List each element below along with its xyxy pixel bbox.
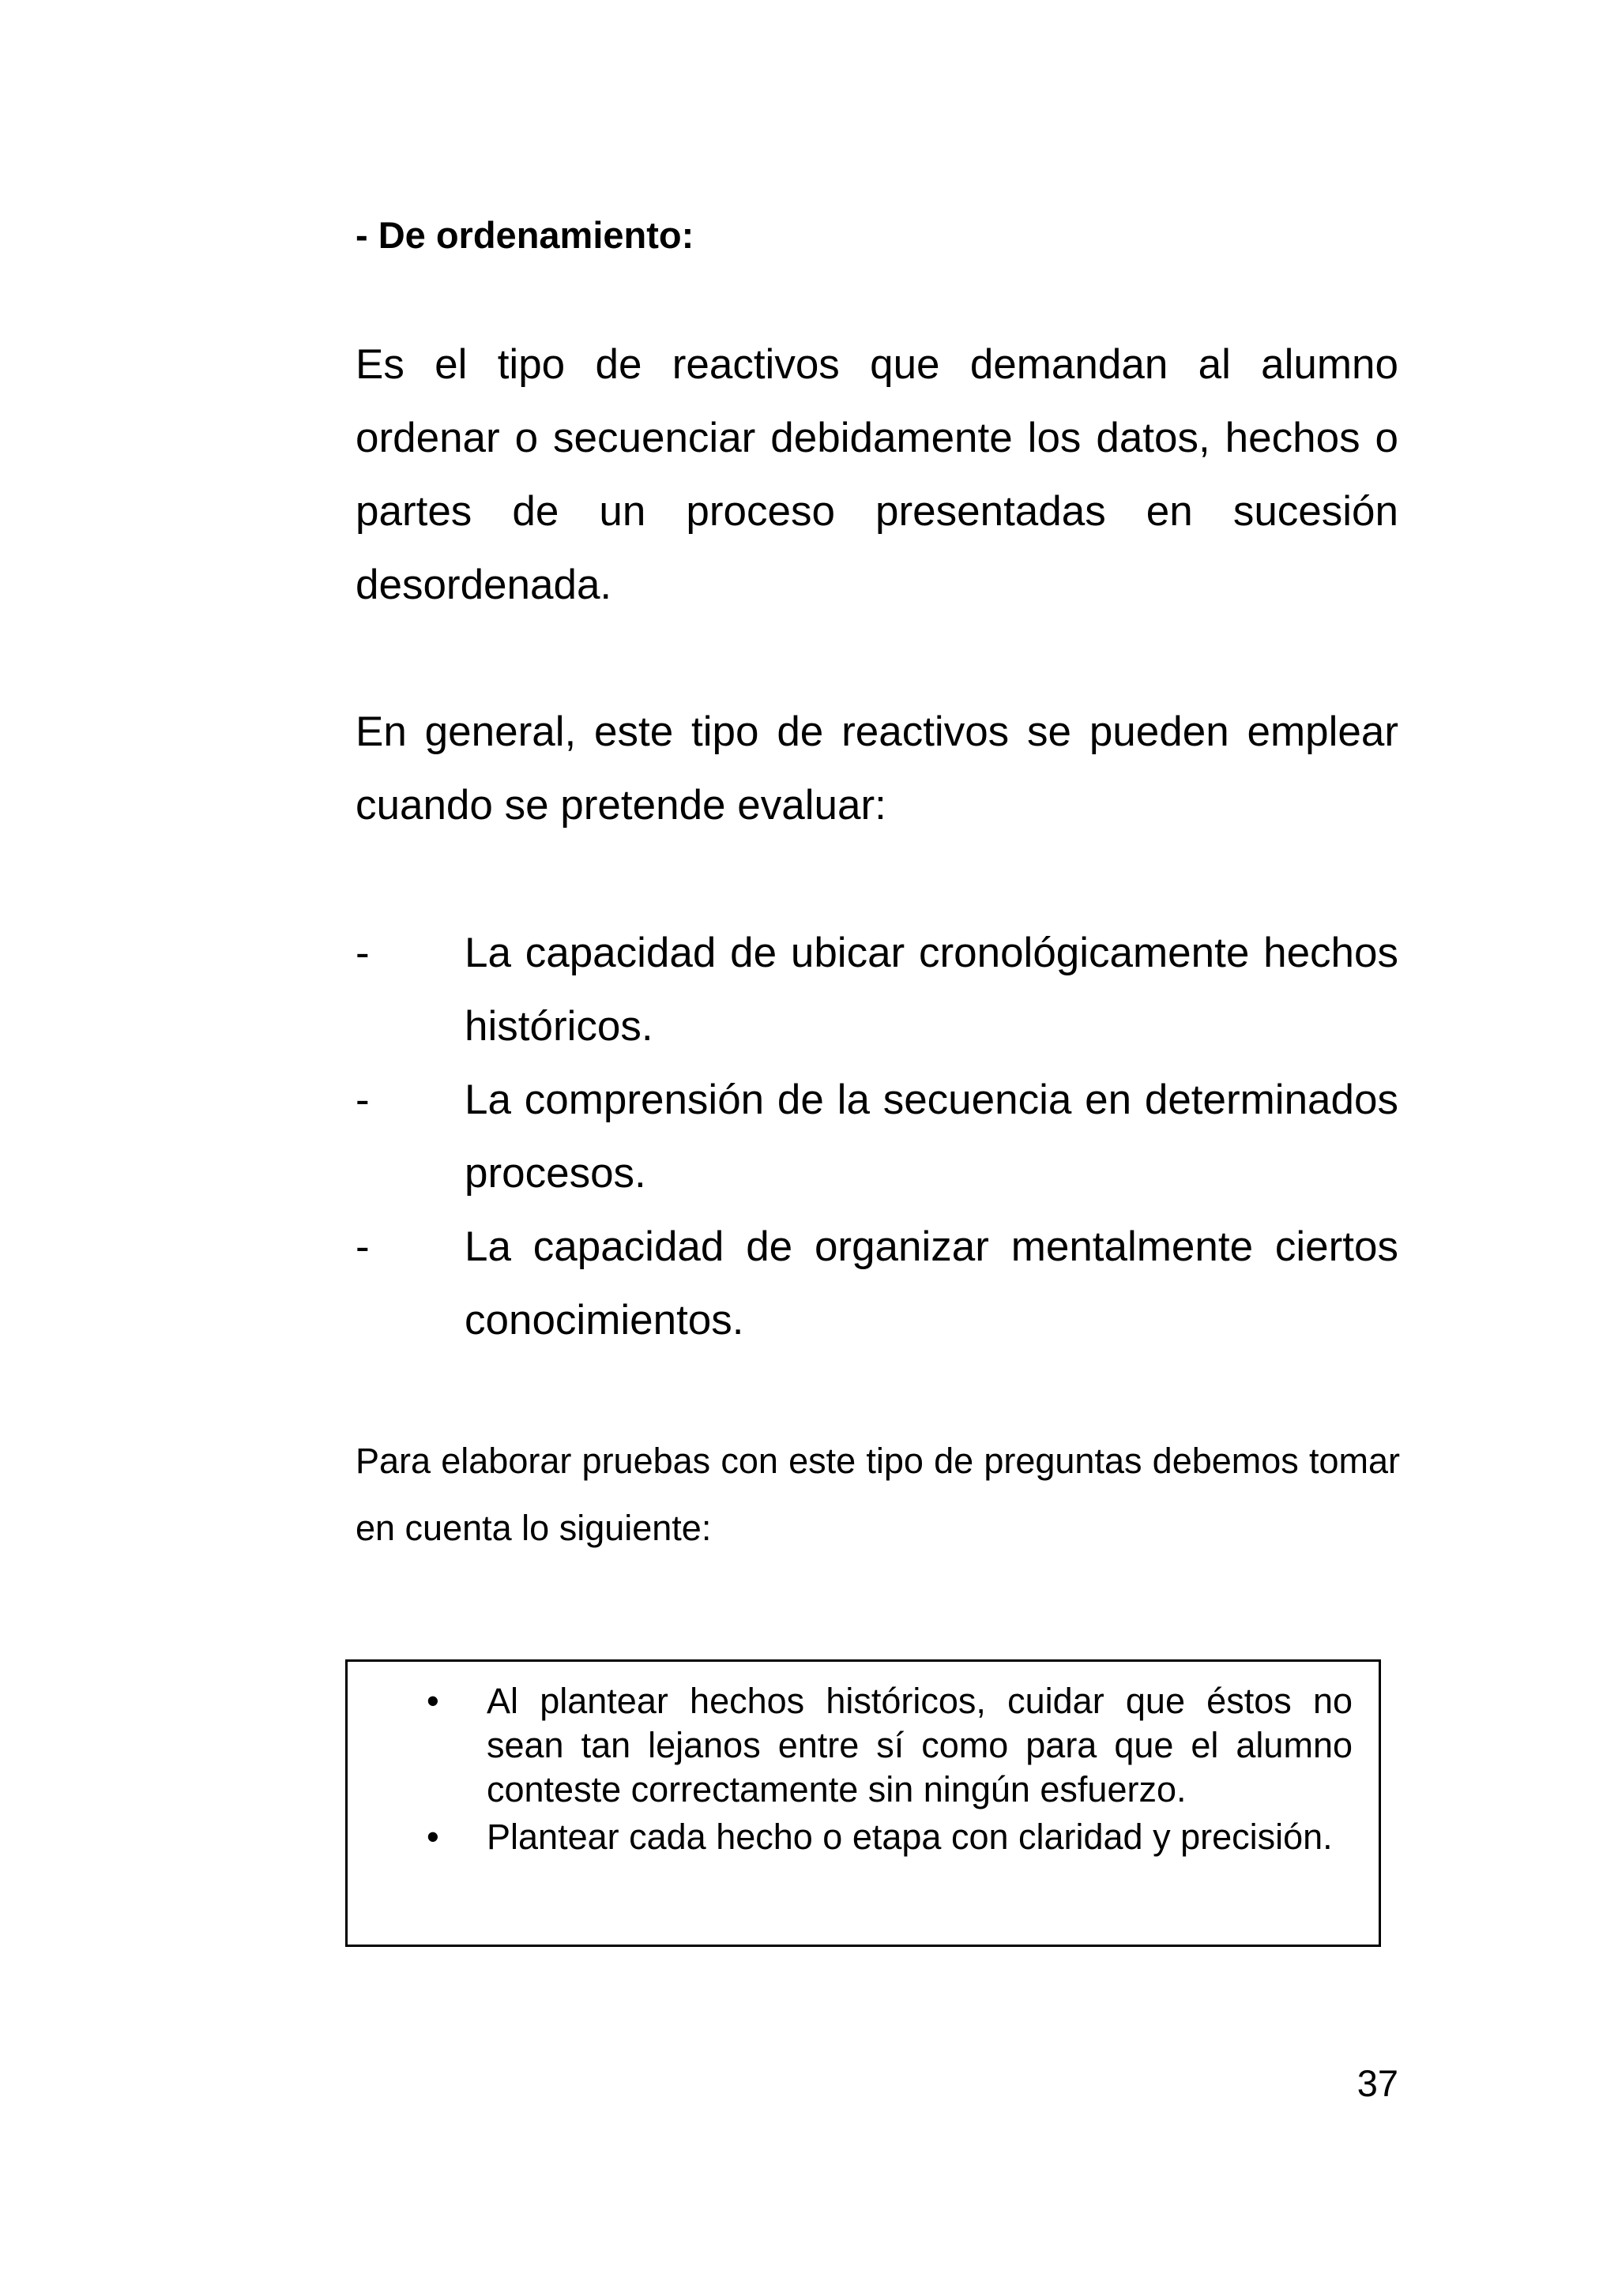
- list-item-text: Plantear cada hecho o etapa con claridad y precisión.: [487, 1817, 1333, 1857]
- dash-marker: -: [356, 1077, 370, 1123]
- list-item: [356, 1210, 1398, 1357]
- list-item-text: Al plantear hechos históricos, cuidar que éstos no sean tan lejanos entre sí como para que el alumno conteste correctamente sin ningún esfuerzo.: [487, 1681, 1353, 1809]
- dash-marker: -: [356, 1223, 370, 1270]
- bullet-marker: •: [427, 1817, 439, 1857]
- recommendations-box: [345, 1659, 1381, 1947]
- list-item-text: La capacidad de organizar mentalmente ciertos conocimientos.: [465, 1223, 1398, 1343]
- dash-marker: -: [356, 930, 370, 976]
- evaluation-list: [356, 916, 1398, 1357]
- list-item-text: La comprensión de la secuencia en determinados procesos.: [465, 1077, 1398, 1197]
- page-number: 37: [1356, 2062, 1398, 2104]
- list-item: [356, 1063, 1398, 1210]
- usage-paragraph: En general, este tipo de reactivos se pueden emplear cuando se pretende evaluar:: [356, 708, 1398, 829]
- guidelines-intro: Para elaborar pruebas con este tipo de preguntas debemos tomar en cuenta lo siguiente:: [356, 1441, 1400, 1548]
- definition-paragraph: Es el tipo de reactivos que demandan al alumno ordenar o secuenciar debidamente los datos, hechos o partes de un proceso presentadas en sucesión desordenada.: [356, 341, 1398, 608]
- list-item-text: La capacidad de ubicar cronológicamente hechos históricos.: [465, 930, 1398, 1050]
- recommendations-list: [427, 1679, 1353, 1859]
- list-item: [356, 916, 1398, 1063]
- bullet-marker: •: [427, 1681, 439, 1721]
- list-item: [427, 1815, 1353, 1859]
- list-item: [427, 1679, 1353, 1812]
- section-heading: - De ordenamiento:: [356, 214, 694, 256]
